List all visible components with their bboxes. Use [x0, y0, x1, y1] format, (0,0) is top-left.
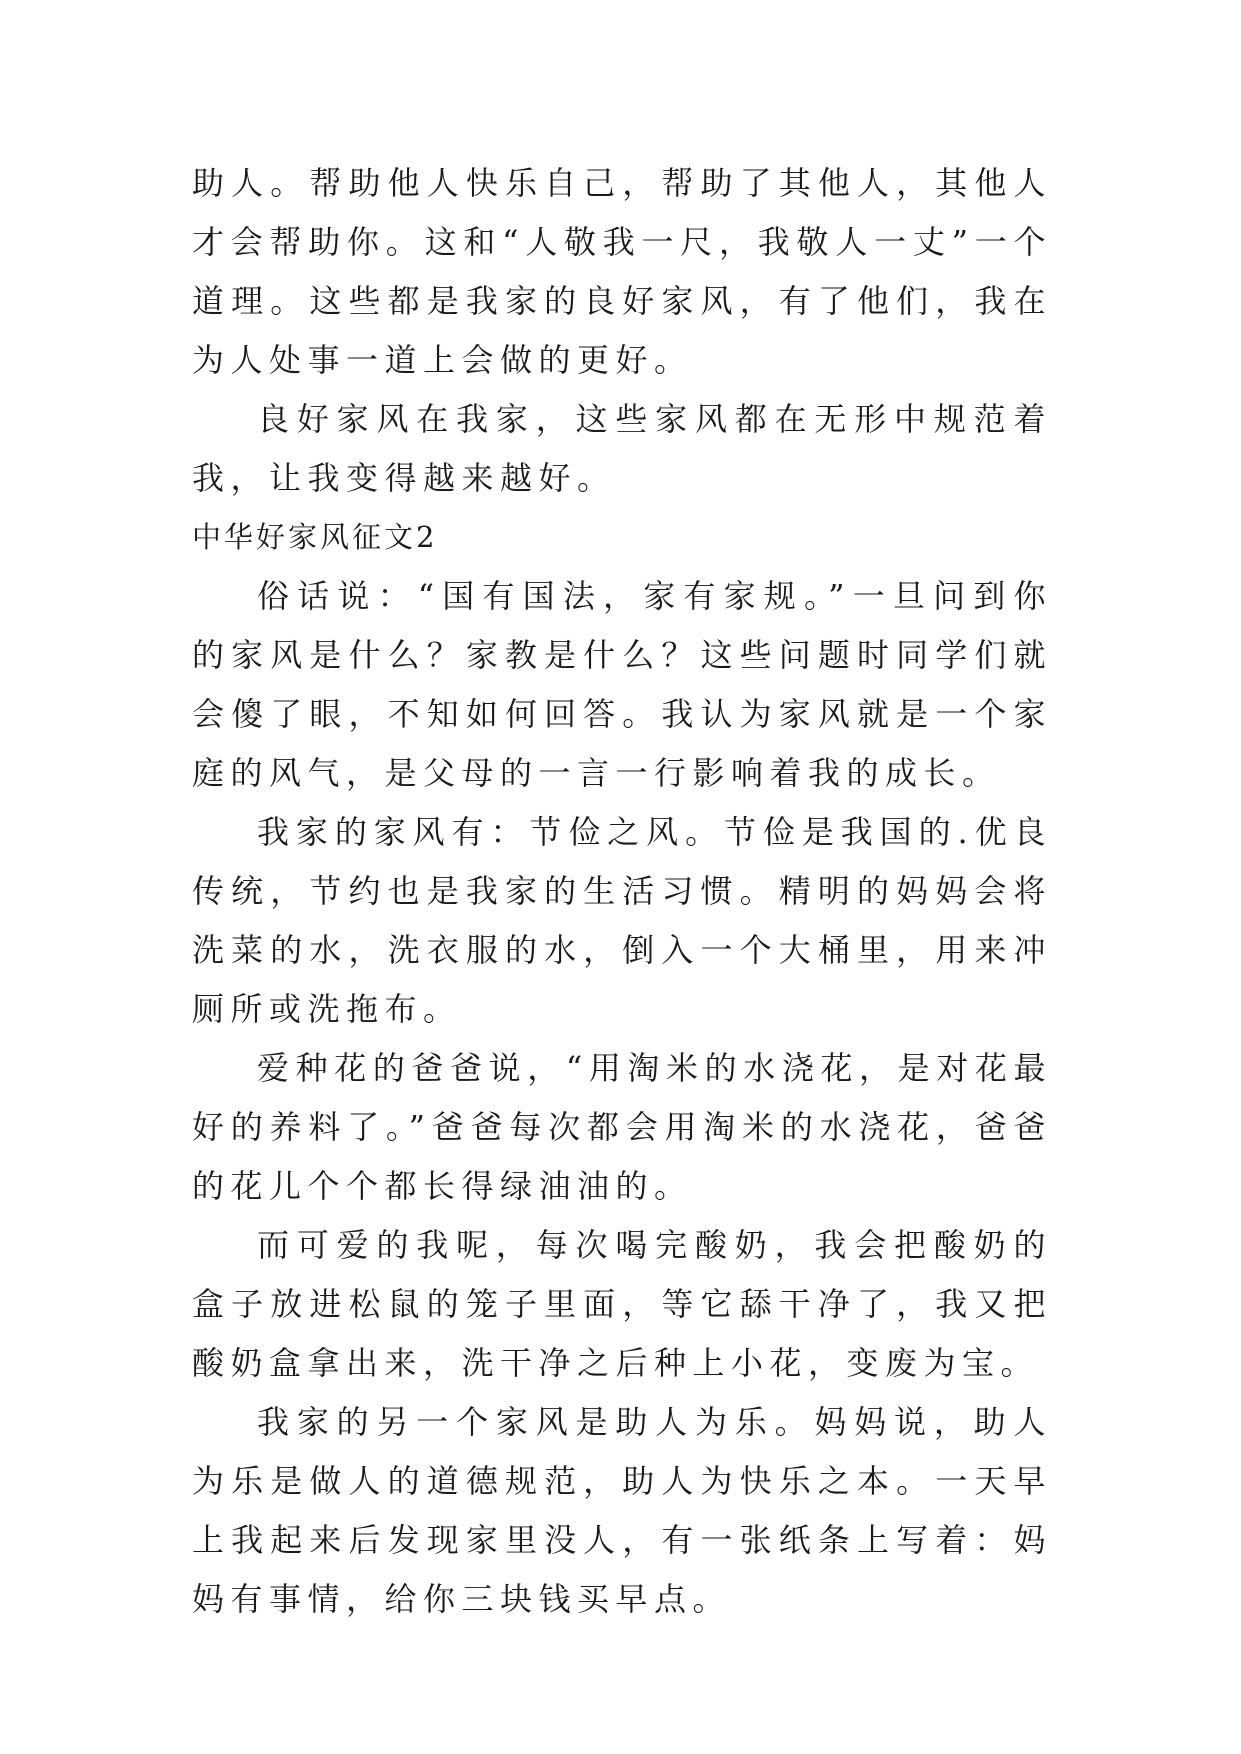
paragraph-continued: 助人。帮助他人快乐自己，帮助了其他人，其他人才会帮助你。这和“人敬我一尺，我敬人一丈”一个道理。这些都是我家的良好家风，有了他们，我在为人处事一道上会做的更好。: [192, 164, 1052, 379]
document-body: [192, 154, 1052, 1629]
paragraph-helping: 我家的另一个家风是助人为乐。妈妈说，助人为乐是做人的道德规范，助人为快乐之本。一天早上我起来后发现家里没人，有一张纸条上写着：妈妈有事情，给你三块钱买早点。: [192, 1403, 1052, 1618]
paragraph-conclusion: 良好家风在我家，这些家风都在无形中规范着我，让我变得越来越好。: [192, 400, 1052, 497]
section-heading: 中华好家风征文2: [192, 520, 438, 554]
paragraph-intro: 俗话说：“国有国法，家有家规。”一旦问到你的家风是什么？家教是什么？这些问题时同学们就会傻了眼，不知如何回答。我认为家风就是一个家庭的风气，是父母的一言一行影响着我的成长。: [192, 577, 1052, 792]
paragraph-father: 爱种花的爸爸说，“用淘米的水浇花，是对花最好的养料了。”爸爸每次都会用淘米的水浇花，爸爸的花儿个个都长得绿油油的。: [192, 1049, 1052, 1205]
paragraph-yogurt: 而可爱的我呢，每次喝完酸奶，我会把酸奶的盒子放进松鼠的笼子里面，等它舔干净了，我又把酸奶盒拿出来，洗干净之后种上小花，变废为宝。: [192, 1226, 1052, 1382]
paragraph-thrift: 我家的家风有：节俭之风。节俭是我国的.优良传统，节约也是我家的生活习惯。精明的妈妈会将洗菜的水，洗衣服的水，倒入一个大桶里，用来冲厕所或洗拖布。: [192, 813, 1052, 1028]
